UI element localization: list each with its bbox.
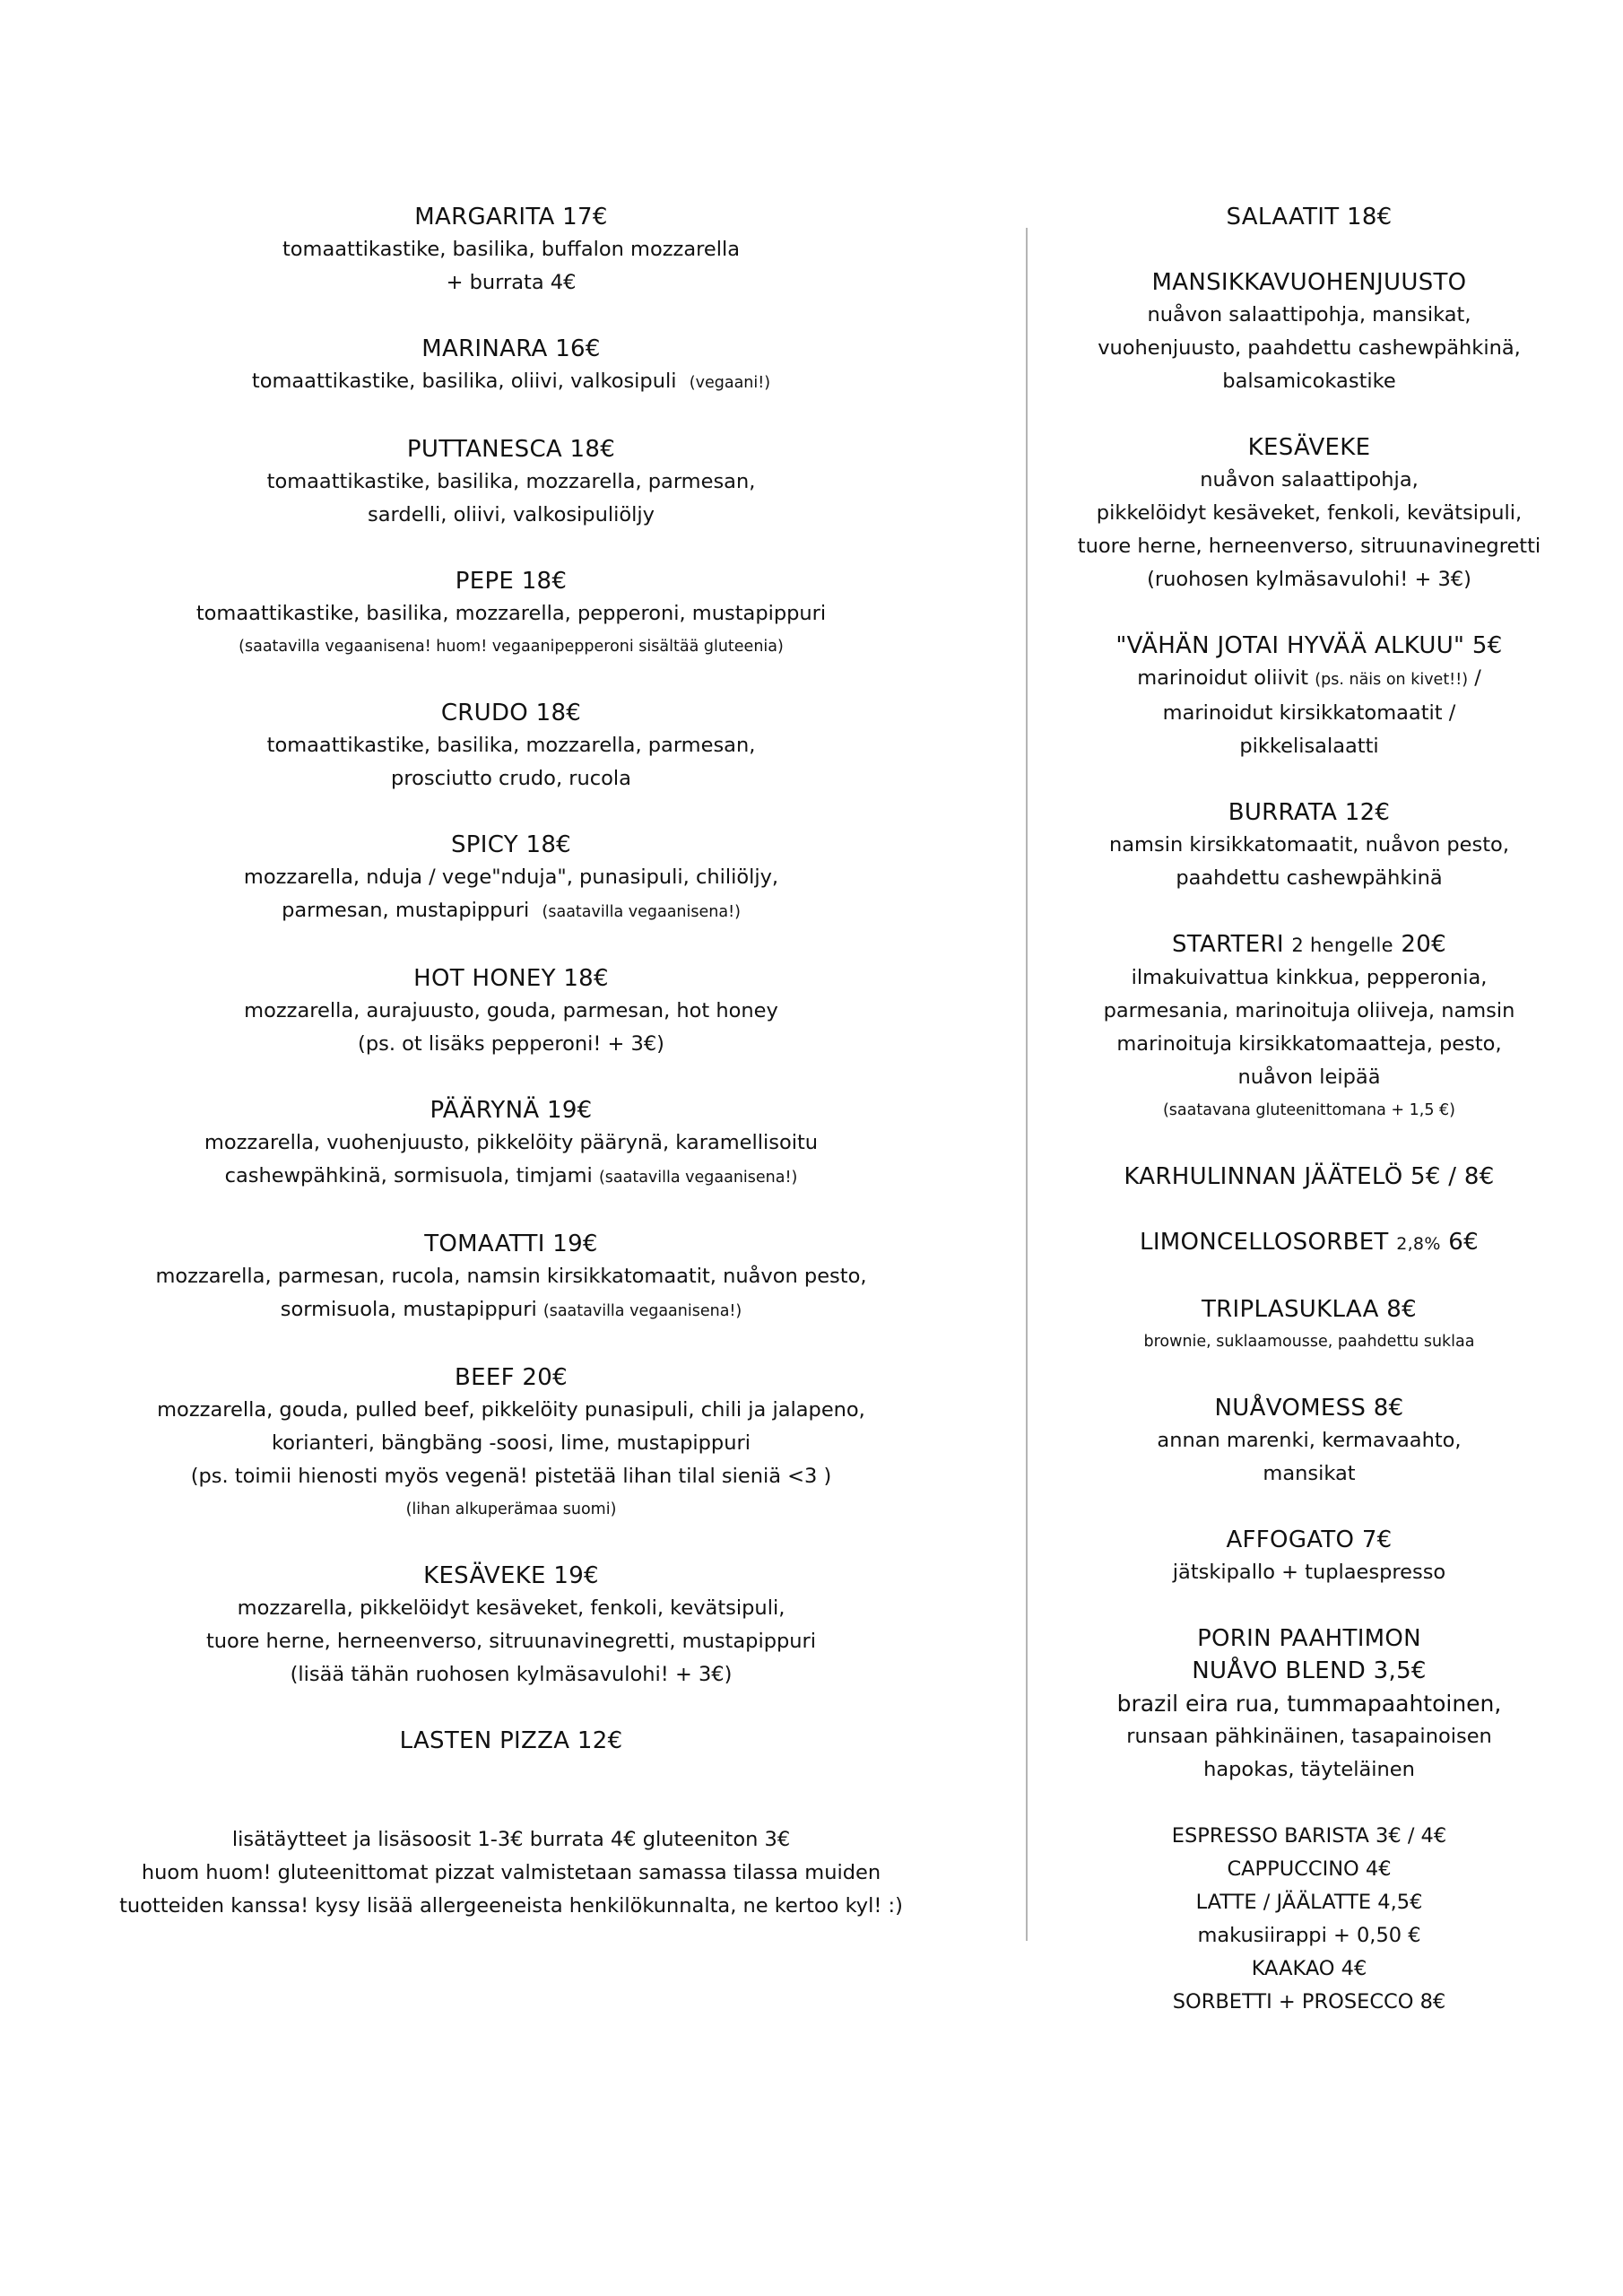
item-note: (saatavilla vegaanisena!) [542,1302,742,1320]
item-name: PEPE 18€ [455,568,568,595]
menu-item-puttanesca [99,433,924,532]
menu-item-marinara [99,333,924,400]
menu-item-limoncellosorbet [1031,1226,1587,1260]
item-description: sormisuola, mustapippuri (saatavilla vegaanisena!) [280,1298,742,1321]
item-description: ilmakuivattua kinkkua, pepperonia, [1131,966,1488,989]
item-description: mozzarella, nduja / vege"nduja", punasipuli, chiliöljy, [243,865,779,889]
footer-line: lisätäytteet ja lisäsoosit 1-3€ burrata 4€ gluteeniton 3€ [231,1828,791,1851]
menu-item-nuavo-blend [1031,1622,1587,1787]
item-name: LIMONCELLOSORBET 2,8% 6€ [1140,1229,1479,1256]
item-description: vuohenjuusto, paahdettu cashewpähkinä, [1098,336,1521,360]
drink-item: SORBETTI + PROSECCO 8€ [1172,1990,1446,2013]
item-description: brownie, suklaamousse, paahdettu suklaa [1143,1333,1475,1351]
menu-item-mansikkavuohenjuusto [1031,266,1587,398]
item-name: KARHULINNAN JÄÄTELÖ 5€ / 8€ [1124,1163,1495,1190]
item-description: mozzarella, vuohenjuusto, pikkelöity päärynä, karamellisoitu [204,1131,819,1154]
item-description: nuåvon salaattipohja, [1200,468,1419,491]
menu-item-kesaveke-salad [1031,431,1587,596]
item-description: + burrata 4€ [446,271,577,294]
item-name: LASTEN PIZZA 12€ [399,1727,623,1754]
item-name: NUÅVOMESS 8€ [1214,1395,1404,1422]
item-name: TOMAATTI 19€ [424,1231,598,1257]
item-description: pikkelöidyt kesäveket, fenkoli, kevätsipuli, [1096,501,1523,525]
item-description: parmesan, mustapippuri (saatavilla vegaanisena!) [282,899,741,922]
drink-item: CAPPUCCINO 4€ [1227,1857,1392,1881]
extras-footer [99,1823,924,1923]
item-description: mozzarella, pikkelöidyt kesäveket, fenkoli, kevätsipuli, [237,1596,785,1620]
item-description: namsin kirsikkatomaatit, nuåvon pesto, [1109,833,1509,857]
item-description: mozzarella, aurajuusto, gouda, parmesan, hot honey [244,999,778,1022]
menu-item-paaryna [99,1094,924,1195]
drink-item: LATTE / JÄÄLATTE 4,5€ [1195,1891,1423,1914]
item-name: PUTTANESCA 18€ [406,436,616,463]
menu-item-vahan-jotai-hyvaa [1031,630,1587,763]
item-name: CRUDO 18€ [440,700,582,726]
item-note: (ps. näis on kivet!!) [1315,671,1469,689]
item-description: (ps. toimii hienosti myös vegenä! pistetää lihan tilal sieniä <3 ) [190,1465,832,1488]
item-description: brazil eira rua, tummapaahtoinen, [1116,1691,1502,1717]
menu-item-burrata [1031,796,1587,895]
item-description: tuore herne, herneenverso, sitruunavinegretti, mustapippuri [205,1630,817,1653]
other-menu-column [1031,201,1587,2019]
item-name: MARINARA 16€ [421,335,601,362]
item-description: balsamicokastike [1222,370,1396,393]
menu-item-spicy [99,829,924,929]
item-name: "VÄHÄN JOTAI HYVÄÄ ALKUU" 5€ [1115,632,1503,659]
item-name: PÄÄRYNÄ 19€ [430,1097,593,1124]
item-name: TRIPLASUKLAA 8€ [1202,1296,1417,1323]
menu-item-starteri [1031,928,1587,1127]
item-description: parmesania, marinoituja oliiveja, namsin [1103,999,1515,1022]
item-name: HOT HONEY 18€ [413,965,609,992]
item-name: BURRATA 12€ [1228,799,1391,826]
pizza-menu-column [99,201,924,1923]
item-description: tomaattikastike, basilika, buffalon mozzarella [282,238,741,261]
item-note: (lihan alkuperämaa suomi) [405,1500,617,1518]
item-name: KESÄVEKE 19€ [423,1562,599,1589]
footer-line: tuotteiden kanssa! kysy lisää allergeeneista henkilökunnalta, ne kertoo kyl! :) [119,1894,903,1918]
menu-item-kesaveke-pizza [99,1560,924,1692]
menu-item-tomaatti [99,1228,924,1328]
item-description: mozzarella, parmesan, rucola, namsin kirsikkatomaatit, nuåvon pesto, [155,1265,867,1288]
item-name: STARTERI 2 hengelle 20€ [1172,931,1446,958]
menu-item-affogato [1031,1524,1587,1589]
item-description: cashewpähkinä, sormisuola, timjami (saatavilla vegaanisena!) [224,1164,798,1187]
item-description: pikkelisalaatti [1239,735,1379,758]
item-description: (ruohosen kylmäsavulohi! + 3€) [1147,568,1471,591]
item-description: nuåvon salaattipohja, mansikat, [1147,303,1471,326]
menu-item-nuavomess [1031,1392,1587,1491]
menu-item-beef [99,1361,924,1526]
item-description: runsaan pähkinäinen, tasapainoisen [1126,1725,1492,1748]
item-name: KESÄVEKE [1247,434,1371,461]
item-description: tomaattikastike, basilika, oliivi, valkosipuli (vegaani!) [251,370,771,393]
menu-item-lasten-pizza [99,1725,924,1757]
item-name-line-2: NUÅVO BLEND 3,5€ [1192,1657,1427,1684]
item-description: tomaattikastike, basilika, mozzarella, parmesan, [266,470,756,493]
item-description: hapokas, täyteläinen [1203,1758,1415,1781]
menu-item-crudo [99,697,924,796]
footer-line: huom huom! gluteenittomat pizzat valmistetaan samassa tilassa muiden [141,1861,881,1884]
item-description: marinoidut oliivit (ps. näis on kivet!!) / [1137,666,1481,690]
item-description: tomaattikastike, basilika, mozzarella, parmesan, [266,734,756,757]
item-description: mozzarella, gouda, pulled beef, pikkelöity punasipuli, chili ja jalapeno, [157,1398,865,1422]
item-description: jätskipallo + tuplaespresso [1172,1561,1446,1584]
item-description: (ps. ot lisäks pepperoni! + 3€) [358,1032,664,1056]
item-description: marinoituja kirsikkatomaatteja, pesto, [1116,1032,1502,1056]
item-description: nuåvon leipää [1237,1065,1381,1089]
item-description: (lisää tähän ruohosen kylmäsavulohi! + 3€) [290,1663,733,1686]
column-divider [1026,228,1028,1941]
menu-item-pepe [99,565,924,664]
menu-item-triplasuklaa [1031,1293,1587,1359]
item-note: (saatavana gluteenittomana + 1,5 €) [1162,1101,1455,1119]
item-name: PORIN PAAHTIMON [1197,1625,1421,1652]
menu-item-hot-honey [99,962,924,1061]
section-header-salads: SALAATIT 18€ [1226,204,1393,230]
item-name: SPICY 18€ [450,831,572,858]
item-description: marinoidut kirsikkatomaatit / [1162,701,1456,725]
item-note: (vegaani!) [689,374,771,392]
menu-item-karhulinnan-jaatelo [1031,1161,1587,1193]
item-description: annan marenki, kermavaahto, [1157,1429,1462,1452]
item-note: (saatavilla vegaanisena! huom! vegaanipepperoni sisältää gluteenia) [239,638,784,656]
item-note: (saatavilla vegaanisena!) [542,903,741,921]
item-description: paahdettu cashewpähkinä [1176,866,1443,890]
item-name: BEEF 20€ [455,1364,568,1391]
item-name: MANSIKKAVUOHENJUUSTO [1151,269,1467,296]
item-description: tomaattikastike, basilika, mozzarella, pepperoni, mustapippuri [195,602,827,625]
item-description: tuore herne, herneenverso, sitruunavinegretti [1077,535,1541,558]
drink-item: ESPRESSO BARISTA 3€ / 4€ [1171,1824,1447,1848]
item-description: prosciutto crudo, rucola [391,767,631,790]
drinks-list [1031,1820,1587,2019]
item-description: korianteri, bängbäng -soosi, lime, mustapippuri [272,1431,751,1455]
item-name: MARGARITA 17€ [414,204,608,230]
menu-item-margarita [99,201,924,300]
item-name: AFFOGATO 7€ [1226,1526,1393,1553]
item-note: (saatavilla vegaanisena!) [598,1169,798,1187]
drink-item: makusiirappi + 0,50 € [1197,1924,1421,1947]
item-description: sardelli, oliivi, valkosipuliöljy [368,503,655,526]
item-description: mansikat [1263,1462,1356,1485]
drink-item: KAAKAO 4€ [1251,1957,1367,1980]
